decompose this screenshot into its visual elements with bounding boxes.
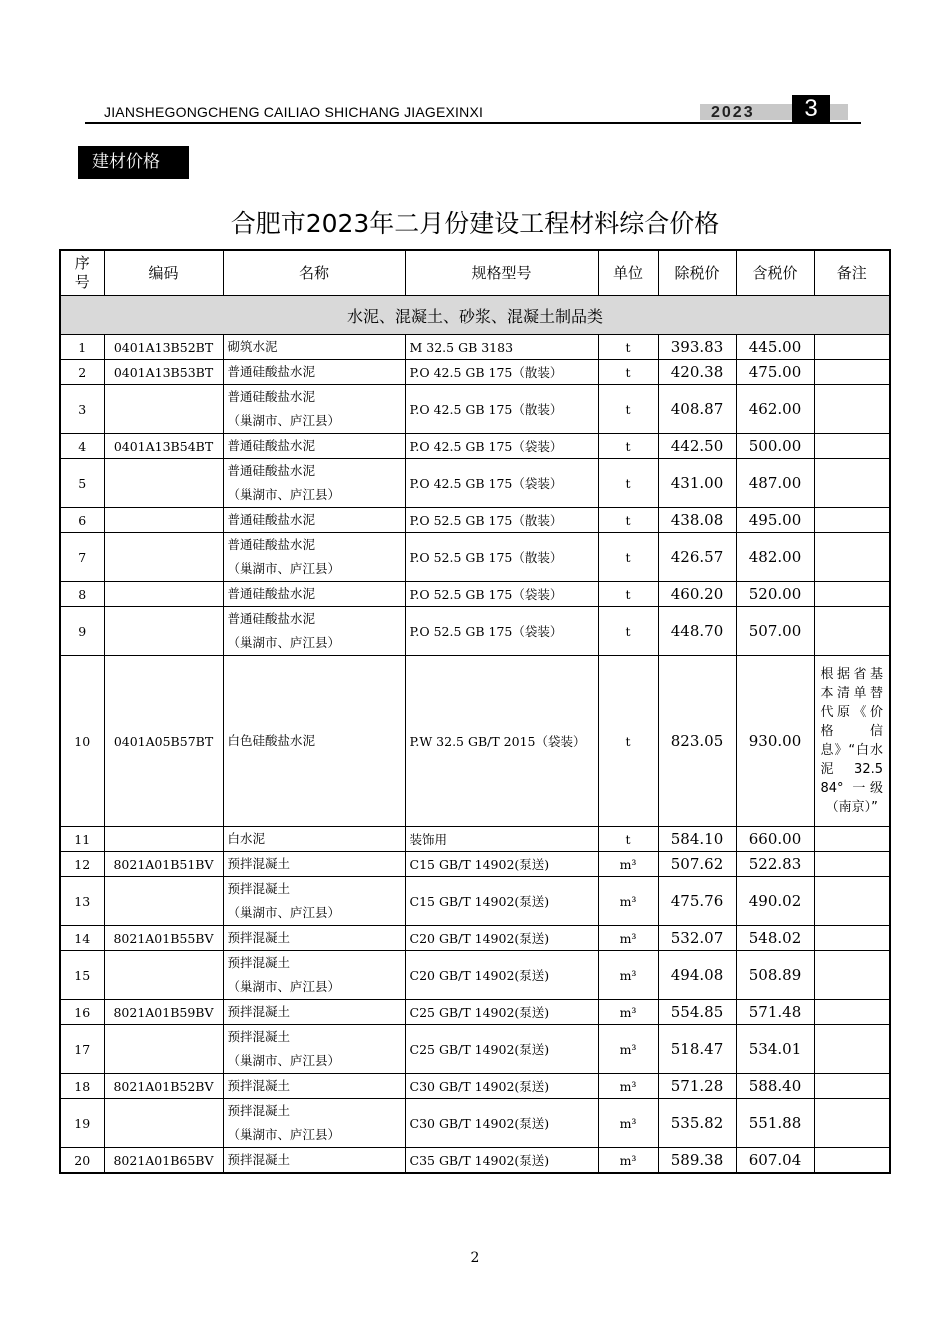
- material-name: 普通硅酸盐水泥: [227, 586, 316, 601]
- col-header-spec: 规格型号: [405, 250, 598, 296]
- cell-spec: C25 GB/T 14902(泵送): [405, 1000, 598, 1025]
- cell-code: [104, 827, 223, 852]
- material-name: 普通硅酸盐水泥: [227, 611, 316, 626]
- material-name: 预拌混凝土: [227, 930, 291, 945]
- cell-note: [814, 827, 890, 852]
- table-row: [60, 335, 890, 360]
- cell-note: [814, 877, 890, 926]
- cell-inc-tax: 500.00: [736, 434, 814, 459]
- cell-spec: P.O 52.5 GB 175（散装）: [405, 508, 598, 533]
- cell-note: [814, 508, 890, 533]
- cell-inc-tax: 660.00: [736, 827, 814, 852]
- cell-no: 15: [60, 951, 104, 1000]
- material-region: （巢湖市、庐江县）: [227, 979, 341, 994]
- cell-name: [223, 360, 405, 385]
- running-title: JIANSHEGONGCHENG CAILIAO SHICHANG JIAGEXINXI: [104, 104, 484, 120]
- cell-spec: P.O 42.5 GB 175（袋装）: [405, 459, 598, 508]
- material-name: 预拌混凝土: [227, 1152, 291, 1167]
- table-header-row: [60, 250, 890, 296]
- material-name: 预拌混凝土: [227, 1103, 291, 1118]
- material-name: 普通硅酸盐水泥: [227, 463, 316, 478]
- cell-inc-tax: 487.00: [736, 459, 814, 508]
- material-name: 预拌混凝土: [227, 1078, 291, 1093]
- cell-inc-tax: 522.83: [736, 852, 814, 877]
- cell-name: [223, 335, 405, 360]
- table-row: [60, 1074, 890, 1099]
- cell-name: [223, 434, 405, 459]
- page-number: 2: [470, 1250, 480, 1266]
- cell-unit: t: [598, 360, 658, 385]
- cell-code: 8021A01B65BV: [104, 1148, 223, 1174]
- issue-number: 3: [792, 95, 830, 122]
- cell-code: [104, 877, 223, 926]
- cell-note: [814, 434, 890, 459]
- cell-inc-tax: 508.89: [736, 951, 814, 1000]
- category-label: 水泥、混凝土、砂浆、混凝土制品类: [60, 296, 890, 335]
- cell-code: [104, 951, 223, 1000]
- col-header-ex-tax: 除税价: [658, 250, 736, 296]
- cell-note: [814, 1074, 890, 1099]
- cell-unit: t: [598, 508, 658, 533]
- material-region: （巢湖市、庐江县）: [227, 1127, 341, 1142]
- cell-no: 2: [60, 360, 104, 385]
- cell-no: 3: [60, 385, 104, 434]
- cell-ex-tax: 438.08: [658, 508, 736, 533]
- cell-name: [223, 852, 405, 877]
- cell-ex-tax: 426.57: [658, 533, 736, 582]
- cell-no: 18: [60, 1074, 104, 1099]
- material-region: （巢湖市、庐江县）: [227, 487, 341, 502]
- cell-note: [814, 582, 890, 607]
- table-row: [60, 1148, 890, 1174]
- cell-name: [223, 385, 405, 434]
- cell-no: 6: [60, 508, 104, 533]
- cell-ex-tax: 420.38: [658, 360, 736, 385]
- cell-ex-tax: 408.87: [658, 385, 736, 434]
- material-name: 普通硅酸盐水泥: [227, 364, 316, 379]
- cell-inc-tax: 571.48: [736, 1000, 814, 1025]
- table-row: [60, 607, 890, 656]
- table-row: [60, 360, 890, 385]
- table-row: [60, 877, 890, 926]
- table-row: [60, 951, 890, 1000]
- cell-unit: t: [598, 827, 658, 852]
- cell-spec: C20 GB/T 14902(泵送): [405, 926, 598, 951]
- table-row: [60, 508, 890, 533]
- cell-code: 8021A01B55BV: [104, 926, 223, 951]
- cell-note: [814, 459, 890, 508]
- cell-spec: P.O 52.5 GB 175（袋装）: [405, 607, 598, 656]
- cell-unit: t: [598, 434, 658, 459]
- section-tag: 建材价格: [78, 146, 189, 179]
- cell-unit: t: [598, 607, 658, 656]
- cell-inc-tax: 930.00: [736, 656, 814, 827]
- cell-note: [814, 335, 890, 360]
- cell-spec: P.W 32.5 GB/T 2015（袋装）: [405, 656, 598, 827]
- material-name: 普通硅酸盐水泥: [227, 389, 316, 404]
- page-title: 合肥市2023年二月份建设工程材料综合价格: [230, 209, 720, 238]
- cell-ex-tax: 535.82: [658, 1099, 736, 1148]
- cell-name: [223, 533, 405, 582]
- cell-unit: m³: [598, 951, 658, 1000]
- cell-name: [223, 1074, 405, 1099]
- cell-code: 0401A13B53BT: [104, 360, 223, 385]
- cell-note: [814, 926, 890, 951]
- cell-name: [223, 607, 405, 656]
- cell-inc-tax: 551.88: [736, 1099, 814, 1148]
- cell-no: 20: [60, 1148, 104, 1174]
- col-header-note: 备注: [814, 250, 890, 296]
- price-table: [59, 249, 891, 1174]
- cell-code: [104, 385, 223, 434]
- table-row: [60, 827, 890, 852]
- cell-code: 0401A05B57BT: [104, 656, 223, 827]
- cell-spec: P.O 52.5 GB 175（散装）: [405, 533, 598, 582]
- material-region: （巢湖市、庐江县）: [227, 1053, 341, 1068]
- cell-inc-tax: 445.00: [736, 335, 814, 360]
- cell-name: [223, 459, 405, 508]
- cell-spec: P.O 42.5 GB 175（袋装）: [405, 434, 598, 459]
- cell-code: 8021A01B52BV: [104, 1074, 223, 1099]
- cell-ex-tax: 431.00: [658, 459, 736, 508]
- cell-note: [814, 1000, 890, 1025]
- cell-note: [814, 360, 890, 385]
- cell-code: [104, 533, 223, 582]
- cell-ex-tax: 584.10: [658, 827, 736, 852]
- col-header-no: 序号: [60, 250, 104, 296]
- cell-ex-tax: 442.50: [658, 434, 736, 459]
- cell-unit: m³: [598, 877, 658, 926]
- cell-code: 0401A13B54BT: [104, 434, 223, 459]
- cell-unit: t: [598, 385, 658, 434]
- col-header-code: 编码: [104, 250, 223, 296]
- cell-no: 1: [60, 335, 104, 360]
- table-row: [60, 926, 890, 951]
- cell-note: [814, 385, 890, 434]
- cell-note: 根据省基本清单替代原《价格信息》“白水泥 32.5 84° 一级 （南京）”: [814, 656, 890, 827]
- cell-unit: m³: [598, 1148, 658, 1174]
- cell-ex-tax: 554.85: [658, 1000, 736, 1025]
- cell-inc-tax: 495.00: [736, 508, 814, 533]
- cell-spec: C25 GB/T 14902(泵送): [405, 1025, 598, 1074]
- cell-unit: t: [598, 335, 658, 360]
- cell-spec: C20 GB/T 14902(泵送): [405, 951, 598, 1000]
- table-row: [60, 533, 890, 582]
- material-region: （巢湖市、庐江县）: [227, 635, 341, 650]
- cell-no: 4: [60, 434, 104, 459]
- header-rule: [85, 122, 861, 124]
- cell-code: [104, 582, 223, 607]
- cell-code: [104, 459, 223, 508]
- cell-ex-tax: 571.28: [658, 1074, 736, 1099]
- cell-note: [814, 533, 890, 582]
- table-row: [60, 1025, 890, 1074]
- material-name: 预拌混凝土: [227, 1004, 291, 1019]
- cell-unit: t: [598, 533, 658, 582]
- material-name: 预拌混凝土: [227, 1029, 291, 1044]
- material-name: 砌筑水泥: [227, 339, 278, 354]
- cell-no: 12: [60, 852, 104, 877]
- cell-name: [223, 827, 405, 852]
- cell-unit: t: [598, 656, 658, 827]
- cell-spec: C30 GB/T 14902(泵送): [405, 1074, 598, 1099]
- cell-ex-tax: 507.62: [658, 852, 736, 877]
- cell-inc-tax: 534.01: [736, 1025, 814, 1074]
- cell-code: [104, 1099, 223, 1148]
- cell-spec: P.O 42.5 GB 175（散装）: [405, 385, 598, 434]
- cell-code: [104, 508, 223, 533]
- cell-inc-tax: 462.00: [736, 385, 814, 434]
- cell-code: [104, 607, 223, 656]
- material-name: 白色硅酸盐水泥: [227, 733, 316, 748]
- table-row: [60, 434, 890, 459]
- cell-no: 9: [60, 607, 104, 656]
- year-label: 2023: [711, 104, 755, 121]
- cell-no: 7: [60, 533, 104, 582]
- table-row: [60, 656, 890, 827]
- cell-unit: m³: [598, 926, 658, 951]
- col-header-name: 名称: [223, 250, 405, 296]
- cell-no: 19: [60, 1099, 104, 1148]
- cell-name: [223, 508, 405, 533]
- cell-ex-tax: 494.08: [658, 951, 736, 1000]
- cell-no: 13: [60, 877, 104, 926]
- cell-inc-tax: 507.00: [736, 607, 814, 656]
- cell-code: [104, 1025, 223, 1074]
- cell-spec: C15 GB/T 14902(泵送): [405, 852, 598, 877]
- cell-spec: C35 GB/T 14902(泵送): [405, 1148, 598, 1174]
- material-name: 预拌混凝土: [227, 856, 291, 871]
- cell-note: [814, 1025, 890, 1074]
- table-row: [60, 1000, 890, 1025]
- cell-name: [223, 926, 405, 951]
- cell-no: 11: [60, 827, 104, 852]
- material-region: （巢湖市、庐江县）: [227, 905, 341, 920]
- material-name: 普通硅酸盐水泥: [227, 512, 316, 527]
- material-name: 预拌混凝土: [227, 955, 291, 970]
- cell-note: [814, 1148, 890, 1174]
- cell-unit: t: [598, 459, 658, 508]
- cell-no: 8: [60, 582, 104, 607]
- cell-inc-tax: 607.04: [736, 1148, 814, 1174]
- table-row: [60, 582, 890, 607]
- col-header-inc-tax: 含税价: [736, 250, 814, 296]
- material-region: （巢湖市、庐江县）: [227, 413, 341, 428]
- cell-no: 16: [60, 1000, 104, 1025]
- cell-inc-tax: 475.00: [736, 360, 814, 385]
- cell-ex-tax: 475.76: [658, 877, 736, 926]
- cell-ex-tax: 518.47: [658, 1025, 736, 1074]
- material-name: 普通硅酸盐水泥: [227, 537, 316, 552]
- material-name: 普通硅酸盐水泥: [227, 438, 316, 453]
- cell-spec: P.O 52.5 GB 175（袋装）: [405, 582, 598, 607]
- cell-code: 0401A13B52BT: [104, 335, 223, 360]
- cell-spec: C15 GB/T 14902(泵送): [405, 877, 598, 926]
- cell-ex-tax: 532.07: [658, 926, 736, 951]
- cell-spec: C30 GB/T 14902(泵送): [405, 1099, 598, 1148]
- cell-code: 8021A01B59BV: [104, 1000, 223, 1025]
- table-row: [60, 852, 890, 877]
- material-name: 预拌混凝土: [227, 881, 291, 896]
- cell-unit: m³: [598, 852, 658, 877]
- table-row: [60, 459, 890, 508]
- cell-inc-tax: 520.00: [736, 582, 814, 607]
- cell-no: 5: [60, 459, 104, 508]
- cell-ex-tax: 460.20: [658, 582, 736, 607]
- cell-spec: 装饰用: [405, 827, 598, 852]
- cell-ex-tax: 448.70: [658, 607, 736, 656]
- cell-ex-tax: 393.83: [658, 335, 736, 360]
- cell-ex-tax: 823.05: [658, 656, 736, 827]
- material-name: 白水泥: [227, 831, 266, 846]
- cell-name: [223, 1099, 405, 1148]
- cell-no: 10: [60, 656, 104, 827]
- cell-unit: m³: [598, 1025, 658, 1074]
- cell-name: [223, 1000, 405, 1025]
- cell-name: [223, 582, 405, 607]
- cell-unit: m³: [598, 1074, 658, 1099]
- material-region: （巢湖市、庐江县）: [227, 561, 341, 576]
- table-row: [60, 1099, 890, 1148]
- cell-code: 8021A01B51BV: [104, 852, 223, 877]
- cell-name: [223, 877, 405, 926]
- cell-spec: P.O 42.5 GB 175（散装）: [405, 360, 598, 385]
- cell-unit: m³: [598, 1000, 658, 1025]
- category-row: [60, 296, 890, 335]
- cell-note: [814, 1099, 890, 1148]
- cell-inc-tax: 482.00: [736, 533, 814, 582]
- cell-name: [223, 656, 405, 827]
- cell-note: [814, 951, 890, 1000]
- cell-name: [223, 1148, 405, 1174]
- cell-name: [223, 951, 405, 1000]
- cell-spec: M 32.5 GB 3183: [405, 335, 598, 360]
- cell-note: [814, 852, 890, 877]
- cell-inc-tax: 588.40: [736, 1074, 814, 1099]
- cell-note: [814, 607, 890, 656]
- cell-inc-tax: 548.02: [736, 926, 814, 951]
- cell-ex-tax: 589.38: [658, 1148, 736, 1174]
- cell-unit: t: [598, 582, 658, 607]
- cell-name: [223, 1025, 405, 1074]
- table-row: [60, 385, 890, 434]
- cell-no: 14: [60, 926, 104, 951]
- cell-no: 17: [60, 1025, 104, 1074]
- cell-inc-tax: 490.02: [736, 877, 814, 926]
- cell-unit: m³: [598, 1099, 658, 1148]
- col-header-unit: 单位: [598, 250, 658, 296]
